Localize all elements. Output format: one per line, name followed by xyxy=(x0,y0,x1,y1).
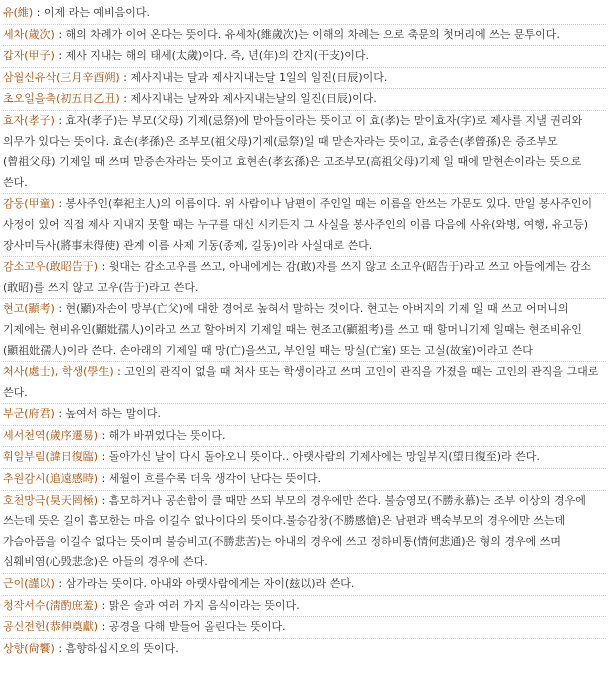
entry-definition: 제사지내는 달과 제사지내는달 1일의 일진(日辰)이다. xyxy=(130,70,388,84)
glossary-entry xyxy=(3,67,606,89)
entry-definition: 세월이 흐를수록 더욱 생각이 난다는 뜻이다. xyxy=(108,472,322,486)
glossary-entry xyxy=(3,425,606,447)
entry-definition: 봉사주인(奉祀主人)의 이름이다. 위 사람이나 남편이 주인일 때는 이름을 안쓰는 가문도 있다. 만일 봉사주인이 사정이 있어 직접 제사 지내지 못할 때는 누구를 대신 시키든지 그 사실을 봉사주인의 이름 다음에 사유(와병, 여행, 유고등)장사미득사(將事未得使) 관계 이름 사제 기동(종제, 길동)이라 사실대로 쓴다. xyxy=(3,197,593,252)
entry-term: 처사(處士), 학생(學生) xyxy=(3,365,114,379)
entry-definition: 윗대는 감소고우를 쓰고, 아내에게는 감(敢)자를 쓰지 않고 소고우(昭告于)라고 쓰고 아들에게는 감소(敢昭)를 쓰지 않고 고우(告于)라고 쓴다. xyxy=(3,260,591,294)
entry-term: 호천망극(昊天罔極) xyxy=(3,493,99,507)
entry-separator: : xyxy=(54,302,66,316)
entry-definition: 높여서 하는 말이다. xyxy=(65,407,162,421)
entry-definition: 효자(孝子)는 부모(父母) 기제(忌祭)에 맏아들이라는 뜻이고 이 효(孝)는 맏이효자(字)로 제사를 지낼 권리와 의무가 있다는 뜻이다. 효손(孝孫)은 조부모(祖父母)기제(忌祭)일 때 맏손자라는 뜻이고, 효증손(孝曾孫)은 증조부모(曾祖父母) 기제일 때 쓰며 맏증손자라는 뜻이고 효현손(孝玄孫)은 고조부모(高祖父母)기제 일 때에 맏현손이라는 뜻으로 쓴다. xyxy=(3,113,583,189)
entry-definition: 제사 지내는 해의 태세(太歲)이다. 즉, 년(年)의 간지(干支)이다. xyxy=(65,49,370,63)
entry-definition: 고인의 관직이 없을 때 처사 또는 학생이라고 쓰며 고인이 관직을 가졌을 때는 고인의 관직을 그대로 쓴다. xyxy=(3,365,599,399)
entry-term: 효자(孝子) xyxy=(3,113,55,127)
entry-term: 유(維) xyxy=(3,6,34,19)
entry-term: 세서천역(歲序遷易) xyxy=(3,428,99,442)
entry-term: 휘일부림(諱日復臨) xyxy=(3,450,99,464)
entry-definition: 현(顯)자손이 망부(亡父)에 대한 경어로 높혀서 말하는 것이다. 현고는 아버지의 기제 일 때 쓰고 어머니의 기제에는 현비유인(顯妣孺人)이라고 쓰고 할아버지 기제일 때는 현조고(顯祖考)를 쓰고 때 할머니기제 일때는 현조비유인(顯祖妣孺人)이라 쓴다. 손아래의 기제일 때 망(亡)을쓰고, 부인일 때는 망실(亡室) 또는 고실(故室)이라고 쓴다 xyxy=(3,302,582,357)
entry-term: 공신전헌(恭伸奠獻) xyxy=(3,620,99,634)
entry-separator: : xyxy=(54,641,66,655)
glossary-entry xyxy=(3,256,606,298)
entry-separator: : xyxy=(54,197,66,211)
entry-separator: : xyxy=(54,49,66,63)
entry-definition: 돌아가신 날이 다시 돌아오니 뜻이다.. 아랫사람의 기제사에는 망일부지(望日復至)라 쓴다. xyxy=(108,450,540,464)
entry-separator: : xyxy=(98,260,109,274)
entry-separator: : xyxy=(98,620,109,634)
entry-definition: 흠모하거나 공손함이 클 때만 쓰되 부모의 경우에만 쓴다. 불승영모(不勝永慕)는 조부 이상의 경우에 쓰는데 뜻은 길이 흠모한는 마음 이길수 없나이다의 뜻이다.불승감창(不勝感愴)은 남편과 백숙부모의 경우에만 쓰는데 가슴아픔을 이길수 없다는 뜻이며 불승비고(不勝悲苦)는 아내의 경우에 쓰고 정하비통(情何悲通)은 형의 경우에 쓰며 심훼비염(心毁悲念)은 아들의 경우에 쓴다. xyxy=(3,493,586,569)
entry-term: 삼월신유삭(三月辛酉朔) xyxy=(3,70,120,84)
glossary-entry xyxy=(3,193,606,256)
entry-separator: : xyxy=(113,365,125,379)
entry-separator: : xyxy=(98,472,109,486)
glossary-entry xyxy=(3,490,606,573)
glossary-entry xyxy=(3,45,606,67)
entry-definition: 공경을 다해 받들어 올린다는 뜻이다. xyxy=(108,620,286,634)
entry-term: 청작서수(淸酌庶羞) xyxy=(3,598,99,612)
entry-separator: : xyxy=(33,6,44,19)
entry-definition: 삼가라는 뜻이다. 아내와 아랫사람에게는 자이(玆以)라 쓴다. xyxy=(65,577,355,591)
entry-separator: : xyxy=(54,577,66,591)
glossary-entry xyxy=(3,88,606,110)
entry-definition: 이제 라는 예비음이다. xyxy=(43,6,151,19)
entry-separator: : xyxy=(54,27,66,41)
glossary-entry xyxy=(3,361,606,403)
entry-separator: : xyxy=(98,598,109,612)
entry-definition: 해의 차례가 이어 온다는 뜻이다. 유세차(維歲次)는 이해의 차례는 으로 축문의 첫머리에 쓰는 문투이다. xyxy=(65,27,560,41)
entry-term: 갑자(甲子) xyxy=(3,49,55,63)
glossary-entry xyxy=(3,468,606,490)
entry-term: 감동(甲童) xyxy=(3,197,55,211)
entry-term: 감소고우(敢昭告于) xyxy=(3,260,99,274)
glossary-entry xyxy=(3,595,606,617)
glossary-entry xyxy=(3,110,606,193)
entry-separator: : xyxy=(98,450,109,464)
entry-term: 세차(歲次) xyxy=(3,27,55,41)
entry-term: 추원감시(追遠感時) xyxy=(3,472,99,486)
entry-separator: : xyxy=(98,428,109,442)
glossary-entry xyxy=(3,3,606,24)
entry-separator: : xyxy=(54,113,66,127)
entry-term: 현고(顯考) xyxy=(3,302,55,316)
entry-separator: : xyxy=(98,493,109,507)
glossary-entry xyxy=(3,573,606,595)
entry-definition: 제사지내는 날짜와 제사지내는날의 일진(日辰)이다. xyxy=(130,92,377,106)
entry-separator: : xyxy=(119,92,131,106)
entry-term: 근이(謹以) xyxy=(3,577,55,591)
glossary-entry xyxy=(3,403,606,425)
entry-separator: : xyxy=(119,70,131,84)
entry-term: 부군(府君) xyxy=(3,407,55,421)
entry-definition: 해가 바뀌었다는 뜻이다. xyxy=(108,428,226,442)
glossary-entry xyxy=(3,616,606,638)
entry-separator: : xyxy=(54,407,66,421)
entry-term: 상향(尙饗) xyxy=(3,641,55,655)
entry-definition: 맑은 술과 여러 가지 음식이라는 뜻이다. xyxy=(108,598,300,612)
glossary-entry xyxy=(3,638,606,660)
entry-term: 초오일을축(初五日乙丑) xyxy=(3,92,120,106)
entry-definition: 흠향하십시오의 뜻이다. xyxy=(65,641,179,655)
glossary-entry xyxy=(3,298,606,361)
glossary-entry xyxy=(3,446,606,468)
glossary-entry xyxy=(3,24,606,46)
